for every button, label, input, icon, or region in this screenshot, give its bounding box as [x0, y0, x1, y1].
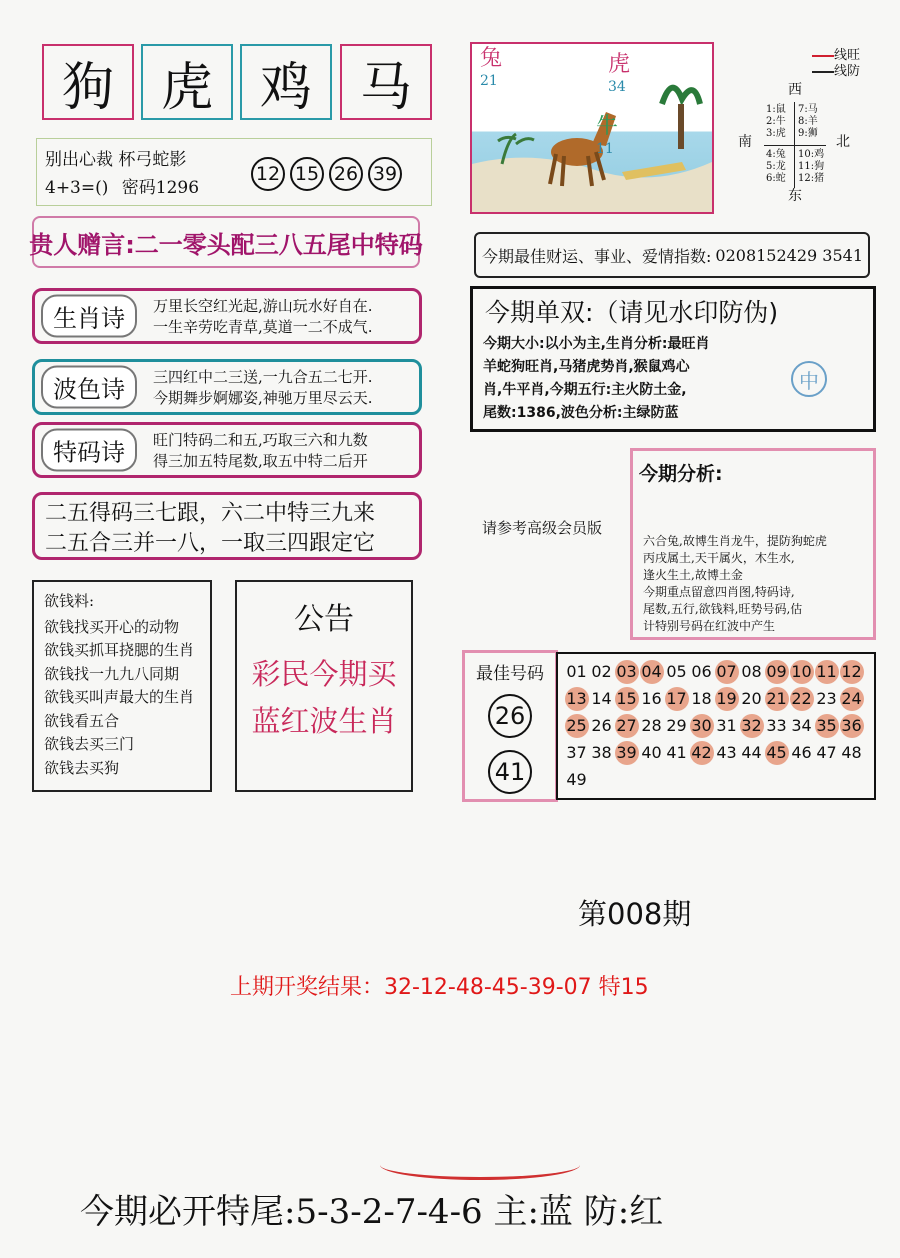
- money-title: 欲钱料:: [44, 592, 95, 610]
- grid-number: 19: [715, 687, 739, 711]
- grid-number: 23: [816, 689, 837, 708]
- analysis-line: 尾数,五行,欲钱料,旺势号码,估: [643, 602, 803, 616]
- grid-row: [564, 768, 874, 795]
- picture-label-num: 21: [480, 73, 498, 89]
- grid-number: 33: [766, 716, 787, 735]
- compass-south: 南: [738, 134, 752, 150]
- grid-row: [564, 687, 874, 714]
- grid-number: 01: [566, 662, 587, 681]
- compass-h-line: [764, 145, 826, 146]
- grid-number: 49: [566, 770, 587, 789]
- header-char-rooster: [240, 44, 332, 120]
- number-grid: [556, 652, 876, 800]
- header-char-tiger: [141, 44, 233, 120]
- grid-number: 29: [666, 716, 687, 735]
- compass-cell: 4:兔: [766, 149, 786, 160]
- single-double-line: 羊蛇狗旺肖,马猪虎势肖,猴鼠鸡心: [483, 359, 690, 375]
- compass-cell: 8:羊: [798, 116, 818, 127]
- riddle-code: 密码1296: [121, 178, 200, 198]
- grid-number: 04: [640, 660, 664, 684]
- issue-number: 第008期: [578, 897, 692, 931]
- grid-number: 12: [840, 660, 864, 684]
- grid-number: 25: [565, 714, 589, 738]
- compass-west: 西: [788, 82, 802, 98]
- grid-rows: [564, 660, 874, 795]
- compass-cell: 3:虎: [766, 128, 786, 139]
- compass-cell: 2:牛: [766, 116, 786, 127]
- compass-cell: 12:猪: [798, 173, 825, 184]
- picture-label-rabbit: [480, 48, 502, 92]
- poem-line: 今期舞步婀娜姿,神驰万里尽云天.: [153, 389, 373, 407]
- single-double-line: 尾数:1386,波色分析:主绿防蓝: [483, 405, 679, 421]
- money-item: 欲钱找一九九八同期: [44, 664, 180, 683]
- picture-label-tiger: [608, 54, 630, 98]
- grid-number: 26: [591, 716, 612, 735]
- lucky-value: 0208152429 3541: [715, 245, 864, 265]
- premium-note: 请参考高级会员版: [482, 519, 603, 537]
- grid-number: 27: [615, 714, 639, 738]
- grid-number: 06: [691, 662, 712, 681]
- money-item: 欲钱看五合: [44, 711, 120, 730]
- analysis-line: 六合兔,故博生肖龙牛，提防狗蛇虎: [643, 534, 827, 548]
- best-numbers-box: [462, 650, 558, 802]
- grid-number: 30: [690, 714, 714, 738]
- picture-label-text: 虎: [608, 52, 631, 77]
- picture-label-ox: [596, 116, 618, 160]
- money-item: 欲钱买抓耳挠腮的生肖: [44, 641, 195, 659]
- grid-number: 46: [791, 743, 812, 762]
- grid-number: 31: [716, 716, 737, 735]
- grid-number: 09: [765, 660, 789, 684]
- money-item: 欲钱去买狗: [44, 758, 120, 777]
- poem-line: 万里长空红光起,游山玩水好自在.: [153, 297, 373, 315]
- riddle-number: 26: [329, 157, 363, 191]
- single-double-box: [470, 286, 876, 432]
- grid-number: 40: [641, 743, 662, 762]
- grid-number: 48: [841, 743, 862, 762]
- grid-number: 20: [741, 689, 762, 708]
- grid-number: 18: [691, 689, 712, 708]
- legend-fang: [812, 64, 860, 80]
- poem-lines: [153, 296, 373, 338]
- single-double-lines: [483, 333, 710, 425]
- picture-label-num: 34: [608, 79, 626, 95]
- compass-cell: 6:蛇: [766, 173, 786, 184]
- last-result: 上期开奖结果：32-12-48-45-39-07 特15: [230, 975, 649, 1000]
- notice-title: 公告: [294, 602, 354, 637]
- compass-cell: 10:鸡: [798, 149, 825, 160]
- analysis-line: 丙戌属土,天干属火，木生水,: [643, 551, 795, 565]
- grid-number: 38: [591, 743, 612, 762]
- line-legend: [812, 48, 860, 80]
- riddle-line2: [45, 173, 199, 198]
- riddle-line1: 别出心裁 杯弓蛇影: [45, 150, 187, 170]
- money-box: [32, 580, 212, 792]
- zodiac-picture: [470, 42, 714, 214]
- riddle-number: 15: [290, 157, 324, 191]
- grid-number: 17: [665, 687, 689, 711]
- grid-number: 08: [741, 662, 762, 681]
- riddle-number: 12: [251, 157, 285, 191]
- special-poem: [32, 422, 422, 478]
- analysis-lines: [643, 533, 827, 635]
- watermark-stamp-text: 中: [799, 368, 819, 393]
- single-double-line: 今期大小:以小为主,生肖分析:最旺肖: [483, 336, 710, 352]
- poem-line: 旺门特码二和五,巧取三六和九数: [153, 431, 368, 449]
- analysis-title: 今期分析:: [639, 463, 723, 485]
- compass-cell: 5:龙: [766, 161, 786, 172]
- grid-number: 37: [566, 743, 587, 762]
- legend-wang: [812, 48, 860, 64]
- single-double-title: 今期单双:（请见水印防伪): [485, 298, 779, 327]
- poem-label: 特码诗: [41, 429, 137, 472]
- riddle-number: 39: [368, 157, 402, 191]
- grid-number: 36: [840, 714, 864, 738]
- compass-left-bot: [766, 149, 786, 185]
- footer-text: 今期必开特尾:5-3-2-7-4-6 主:蓝 防:红: [80, 1192, 664, 1232]
- poem-line: 得三加五特尾数,取五中特二后开: [153, 452, 368, 470]
- lucky-label: 今期最佳财运、事业、爱情指数:: [482, 246, 712, 266]
- money-item: 欲钱去买三门: [44, 735, 135, 753]
- grid-row: [564, 741, 874, 768]
- grid-row: [564, 714, 874, 741]
- header-char-text: 马: [359, 57, 412, 118]
- riddle-box: [36, 138, 432, 206]
- zodiac-poem: [32, 288, 422, 344]
- grid-number: 15: [615, 687, 639, 711]
- poem-line: 一生辛劳吃青草,莫道一二不成气.: [153, 318, 373, 336]
- footer-decor: [380, 1150, 580, 1180]
- notice-line: 彩民今期买: [251, 657, 397, 691]
- grid-number: 02: [591, 662, 612, 681]
- money-item: 欲钱找买开心的动物: [44, 617, 180, 636]
- watermark-stamp: [791, 361, 827, 397]
- analysis-box: [630, 448, 876, 640]
- picture-label-text: 牛: [596, 114, 619, 139]
- grid-number: 05: [666, 662, 687, 681]
- grid-number: 24: [840, 687, 864, 711]
- compass-cell: 7:马: [798, 104, 818, 115]
- compass-north: 北: [836, 134, 850, 150]
- grid-number: 34: [791, 716, 812, 735]
- grid-number: 11: [815, 660, 839, 684]
- gift-banner: [29, 216, 423, 268]
- grid-number: 45: [765, 741, 789, 765]
- compass-cell: 11:狗: [798, 161, 825, 172]
- grid-number: 13: [565, 687, 589, 711]
- grid-number: 14: [591, 689, 612, 708]
- analysis-line: 今期重点留意四肖图,特码诗,: [643, 585, 795, 599]
- best-numbers-label: 最佳号码: [476, 664, 544, 684]
- header-char-text: 鸡: [259, 57, 312, 118]
- grid-row: [564, 660, 874, 687]
- compass-right-top: [798, 104, 818, 140]
- grid-number: 35: [815, 714, 839, 738]
- poem-label: 生肖诗: [41, 295, 137, 338]
- riddle-equation: 4+3=(): [45, 178, 109, 198]
- grid-number: 10: [790, 660, 814, 684]
- compass-cell: 9:狮: [798, 128, 818, 139]
- verse-lines: [45, 499, 375, 559]
- compass-cell: 1:鼠: [766, 104, 786, 115]
- picture-label-text: 兔: [480, 46, 503, 71]
- money-item: 欲钱买叫声最大的生肖: [44, 688, 195, 706]
- grid-number: 44: [741, 743, 762, 762]
- notice-line: 蓝红波生肖: [251, 704, 397, 738]
- picture-label-num: 11: [596, 141, 614, 157]
- single-double-line: 肖,牛平肖,今期五行:主火防土金,: [483, 382, 687, 398]
- grid-number: 42: [690, 741, 714, 765]
- grid-number: 39: [615, 741, 639, 765]
- header-char-text: 狗: [61, 57, 114, 118]
- riddle-numbers: [251, 157, 407, 191]
- grid-number: 47: [816, 743, 837, 762]
- gift-banner-text: 贵人赠言:二一零头配三八五尾中特码: [29, 230, 423, 259]
- grid-number: 22: [790, 687, 814, 711]
- tree-trunk: [678, 104, 684, 149]
- verse-line: 二五得码三七跟，六二中特三九来: [45, 501, 376, 526]
- header-char-text: 虎: [160, 57, 213, 118]
- notice-box: [235, 580, 413, 792]
- lucky-index: [474, 232, 870, 278]
- grid-number: 41: [666, 743, 687, 762]
- compass-east: 东: [788, 188, 802, 204]
- verse-box: [32, 492, 422, 560]
- analysis-line: 计特别号码在红波中产生: [643, 619, 776, 633]
- legend-fang-text: 线防: [834, 64, 861, 79]
- poem-lines: [153, 367, 373, 409]
- poem-lines: [153, 430, 368, 472]
- header-char-horse: [340, 44, 432, 120]
- poem-line: 三四红中二三送,一九合五二七开.: [153, 368, 373, 386]
- grid-number: 16: [641, 689, 662, 708]
- grid-number: 03: [615, 660, 639, 684]
- header-char-dog: [42, 44, 134, 120]
- color-poem: [32, 359, 422, 415]
- picture-art: [472, 44, 712, 212]
- best-pick: 41: [488, 750, 532, 794]
- grid-number: 21: [765, 687, 789, 711]
- grid-number: 07: [715, 660, 739, 684]
- grid-number: 43: [716, 743, 737, 762]
- compass: [736, 84, 856, 210]
- analysis-line: 逢火生土,故博土金: [643, 568, 743, 582]
- compass-right-bot: [798, 149, 824, 185]
- best-pick: 26: [488, 694, 532, 738]
- grid-number: 32: [740, 714, 764, 738]
- tree-icon: [662, 88, 700, 104]
- verse-line: 二五合三并一八，一取三四跟定它: [45, 531, 376, 556]
- grid-number: 28: [641, 716, 662, 735]
- compass-left-top: [766, 104, 786, 140]
- poem-label: 波色诗: [41, 366, 137, 409]
- legend-wang-text: 线旺: [834, 48, 861, 63]
